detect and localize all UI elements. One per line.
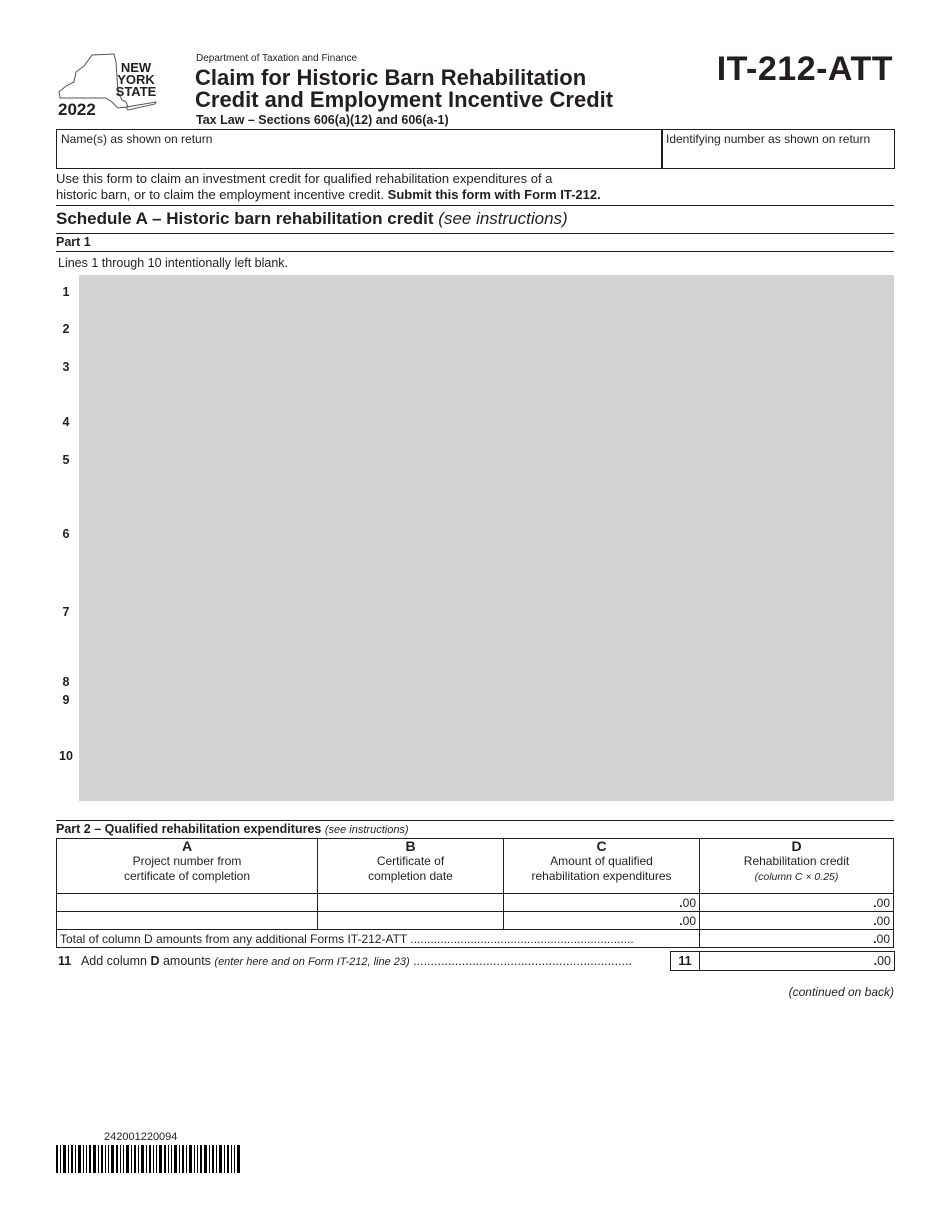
divider (56, 233, 894, 234)
tax-law-reference: Tax Law – Sections 606(a)(12) and 606(a-1) (196, 113, 449, 127)
total-additional-input[interactable]: .00 (700, 930, 894, 948)
part-1-label: Part 1 (56, 235, 91, 249)
line-number: 1 (62, 285, 70, 299)
barcode (56, 1145, 240, 1173)
completion-date-input[interactable] (318, 894, 504, 912)
department-name: Department of Taxation and Finance (196, 53, 358, 64)
title-line-1: Claim for Historic Barn Rehabilitation (195, 65, 587, 90)
divider (56, 820, 894, 821)
line-number: 9 (62, 693, 70, 707)
line-number: 7 (62, 605, 70, 619)
line-number: 5 (62, 453, 70, 467)
credit-input[interactable]: .00 (700, 894, 894, 912)
expenditures-input[interactable]: .00 (504, 894, 700, 912)
table-row (57, 894, 894, 912)
part-2-title: Part 2 – Qualified rehabilitation expenditures (see instructions) (56, 822, 409, 836)
intentionally-blank-area (79, 275, 894, 801)
form-title (195, 67, 613, 111)
line-number: 3 (62, 360, 70, 374)
intro-text: Use this form to claim an investment credit for qualified rehabilitation expenditures of a historic barn, or to claim the employment incentive credit. Submit this form with Form IT-212. (56, 171, 601, 202)
continued-note: (continued on back) (788, 985, 894, 999)
line-number: 8 (62, 675, 70, 689)
total-row (57, 930, 894, 948)
column-d-header: D Rehabilitation credit (column C × 0.25) (700, 839, 894, 894)
column-c-header: C Amount of qualified rehabilitation expenditures (504, 839, 700, 894)
table-row (57, 912, 894, 930)
name-field[interactable] (56, 129, 663, 169)
divider (56, 251, 894, 252)
state-name: NEW YORK STATE (115, 60, 157, 99)
form-number: IT-212-ATT (716, 50, 893, 88)
total-additional-label: Total of column D amounts from any additional Forms IT-212-ATT ................................................................... (57, 930, 700, 948)
schedule-a-title: Schedule A – Historic barn rehabilitation credit (see instructions) (56, 209, 568, 228)
barcode-number: 242001220094 (104, 1131, 178, 1143)
credit-input[interactable]: .00 (700, 912, 894, 930)
identifying-number-field[interactable] (661, 129, 895, 169)
project-number-input[interactable] (57, 894, 318, 912)
column-b-header: B Certificate of completion date (318, 839, 504, 894)
form-year: 2022 (58, 100, 96, 119)
part-1-note: Lines 1 through 10 intentionally left blank. (58, 256, 289, 270)
line-11-amount-input[interactable]: .00 (699, 951, 895, 971)
line-number: 10 (59, 749, 73, 763)
completion-date-input[interactable] (318, 912, 504, 930)
line-number: 6 (62, 527, 70, 541)
name-label: Name(s) as shown on return (61, 132, 213, 146)
project-number-input[interactable] (57, 912, 318, 930)
title-line-2: Credit and Employment Incentive Credit (195, 87, 614, 112)
line-number: 4 (62, 415, 70, 429)
part-2-table (56, 838, 894, 948)
column-a-header: A Project number from certificate of completion (57, 839, 318, 894)
line-11-label: 11 Add column D amounts (enter here and on Form IT-212, line 23) ............................................................... (58, 954, 632, 968)
line-11-box-number: 11 (670, 951, 700, 971)
identifying-number-label: Identifying number as shown on return (666, 132, 871, 146)
line-number: 2 (62, 322, 70, 336)
divider (56, 205, 894, 206)
expenditures-input[interactable]: .00 (504, 912, 700, 930)
